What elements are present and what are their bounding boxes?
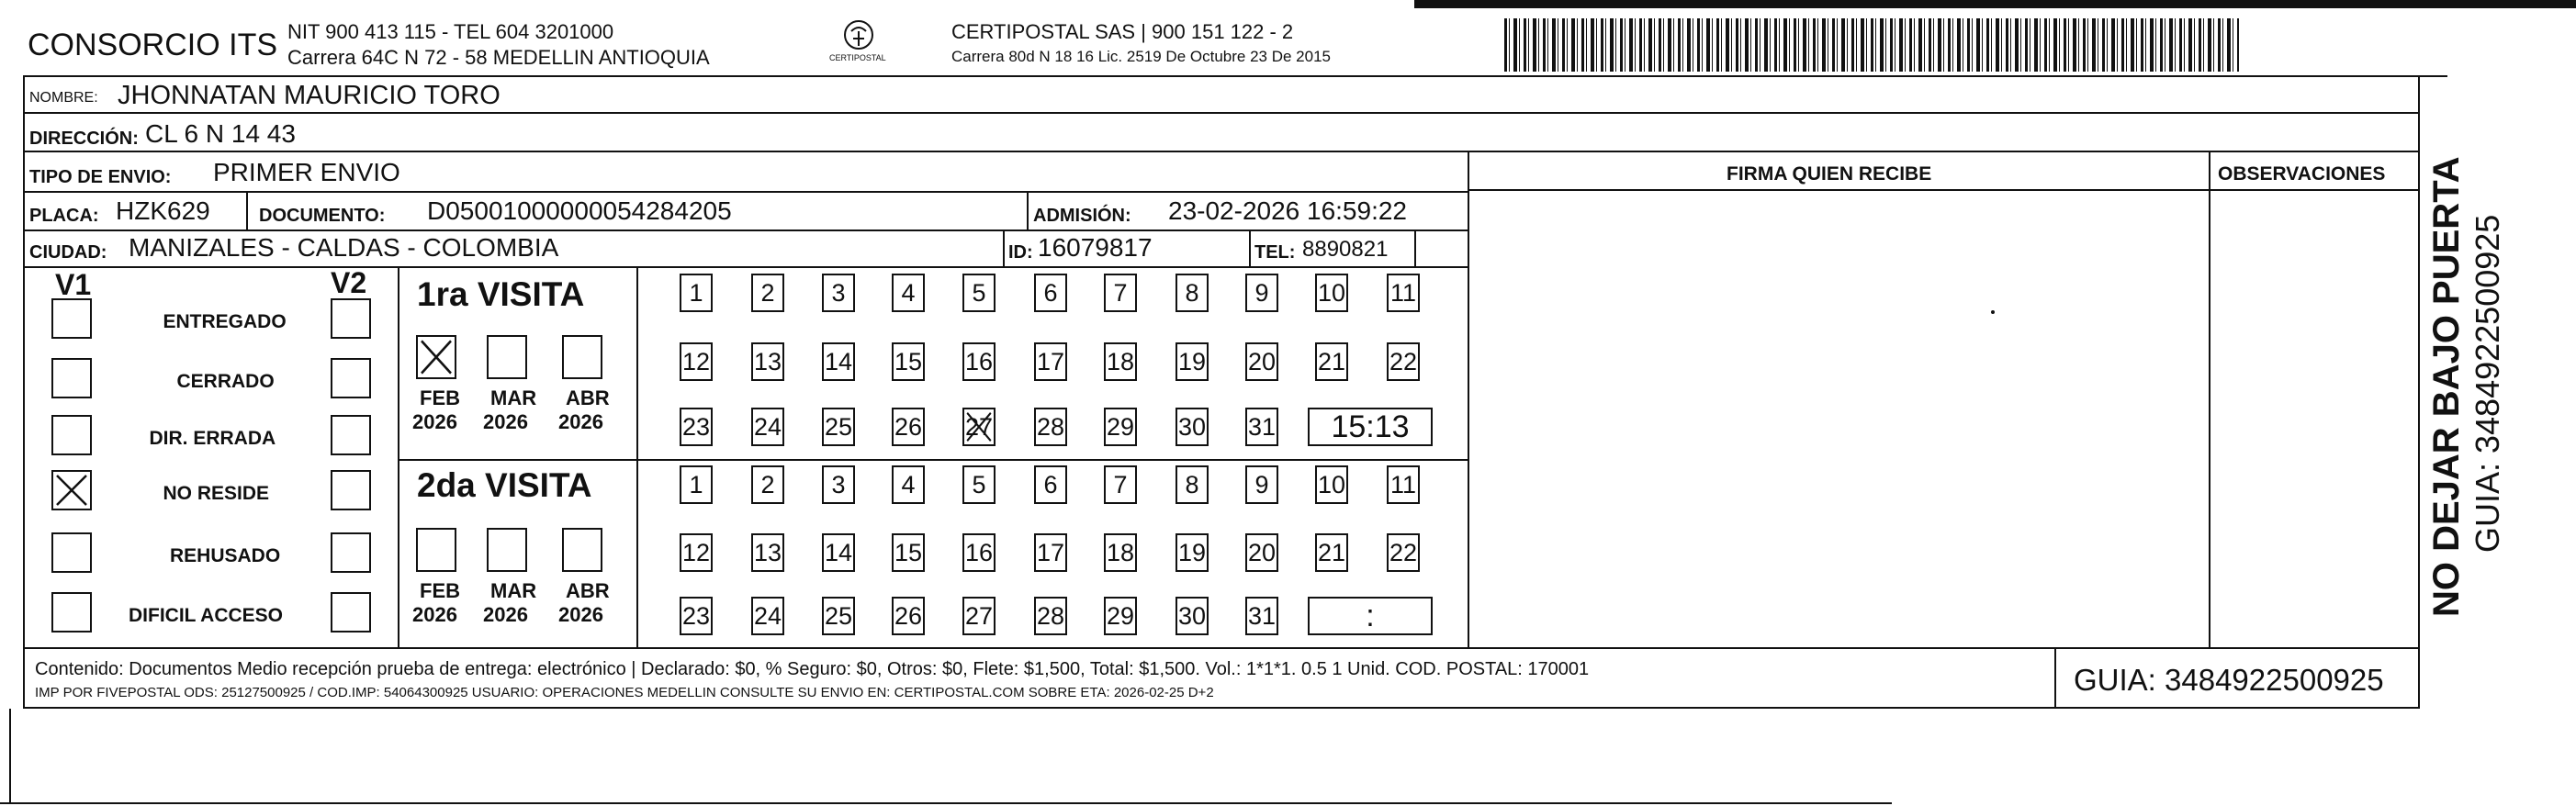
day-cell[interactable]: 11: [1387, 465, 1420, 504]
day-cell[interactable]: 8: [1176, 274, 1209, 312]
v1-checkbox[interactable]: [51, 358, 92, 398]
day-cell[interactable]: 4: [892, 274, 925, 312]
day-cell[interactable]: 17: [1034, 342, 1067, 381]
day-cell[interactable]: 14: [822, 533, 855, 572]
x-mark-icon: [53, 472, 90, 509]
day-cell[interactable]: 3: [822, 274, 855, 312]
day-cell[interactable]: 2: [751, 465, 784, 504]
status-label: DIR. ERRADA: [149, 428, 276, 449]
courier-address: Carrera 80d N 18 16 Lic. 2519 De Octubre 23 De 2015: [951, 48, 1331, 65]
v2-checkbox[interactable]: [331, 298, 371, 339]
month-checkbox-mar[interactable]: [487, 335, 527, 379]
observations-header: OBSERVACIONES: [2218, 163, 2386, 185]
send-type-label: TIPO DE ENVIO:: [29, 167, 172, 187]
day-cell[interactable]: 13: [751, 342, 784, 381]
document-label: DOCUMENTO:: [259, 206, 386, 226]
status-label: ENTREGADO: [163, 311, 287, 332]
day-cell[interactable]: 14: [822, 342, 855, 381]
day-cell[interactable]: 22: [1387, 342, 1420, 381]
day-cell[interactable]: 21: [1315, 342, 1348, 381]
v2-checkbox[interactable]: [331, 470, 371, 510]
day-cell[interactable]: 17: [1034, 533, 1067, 572]
month-checkbox-feb[interactable]: [416, 528, 456, 572]
day-cell[interactable]: 5: [962, 465, 996, 504]
time-field[interactable]: 15:13: [1308, 408, 1433, 446]
v2-header: V2: [331, 266, 367, 299]
month-name: ABR: [566, 579, 610, 602]
day-cell[interactable]: 29: [1104, 408, 1137, 446]
day-cell[interactable]: 7: [1104, 465, 1137, 504]
day-cell[interactable]: 3: [822, 465, 855, 504]
month-name: MAR: [490, 579, 537, 602]
v1-header: V1: [55, 268, 92, 301]
id-value: 16079817: [1038, 233, 1153, 262]
month-name: FEB: [420, 579, 460, 602]
month-checkbox-feb[interactable]: [416, 335, 456, 379]
day-cell[interactable]: 4: [892, 465, 925, 504]
day-cell[interactable]: 30: [1176, 408, 1209, 446]
plate-label: PLACA:: [29, 206, 99, 226]
day-cell[interactable]: 26: [892, 597, 925, 635]
day-cell[interactable]: 28: [1034, 408, 1067, 446]
v1-checkbox[interactable]: [51, 470, 92, 510]
day-cell[interactable]: 23: [680, 408, 713, 446]
v2-checkbox[interactable]: [331, 415, 371, 455]
day-cell[interactable]: 18: [1104, 533, 1137, 572]
day-cell[interactable]: 31: [1245, 597, 1278, 635]
v1-checkbox[interactable]: [51, 298, 92, 339]
status-label: NO RESIDE: [163, 483, 270, 504]
day-cell[interactable]: 6: [1034, 465, 1067, 504]
day-cell[interactable]: 24: [751, 597, 784, 635]
day-cell[interactable]: 25: [822, 408, 855, 446]
status-label: CERRADO: [176, 371, 275, 392]
company-name: CONSORCIO ITS: [28, 28, 278, 62]
day-cell[interactable]: 23: [680, 597, 713, 635]
day-cell[interactable]: 19: [1176, 533, 1209, 572]
day-cell[interactable]: 31: [1245, 408, 1278, 446]
x-mark-icon: [418, 337, 455, 377]
admission-value: 23-02-2026 16:59:22: [1168, 196, 1407, 225]
name-label: NOMBRE:: [29, 90, 98, 106]
day-cell[interactable]: 12: [680, 342, 713, 381]
month-checkbox-abr[interactable]: [562, 335, 602, 379]
day-cell[interactable]: 27: [962, 408, 996, 446]
logo-text: CERTIPOSTAL: [829, 53, 886, 62]
day-cell[interactable]: 26: [892, 408, 925, 446]
day-cell[interactable]: 9: [1245, 274, 1278, 312]
month-year: 2026: [558, 410, 603, 433]
city-value: MANIZALES - CALDAS - COLOMBIA: [129, 233, 559, 262]
day-cell[interactable]: 9: [1245, 465, 1278, 504]
day-cell[interactable]: 18: [1104, 342, 1137, 381]
side-guia: GUIA: 3484922500925: [2469, 214, 2506, 553]
month-checkbox-abr[interactable]: [562, 528, 602, 572]
month-year: 2026: [412, 410, 457, 433]
day-cell[interactable]: 22: [1387, 533, 1420, 572]
time-field[interactable]: :: [1308, 597, 1433, 635]
day-cell[interactable]: 1: [680, 465, 713, 504]
month-year: 2026: [558, 603, 603, 626]
v2-checkbox[interactable]: [331, 592, 371, 632]
day-cell[interactable]: 29: [1104, 597, 1137, 635]
stray-dot: [1991, 310, 1995, 314]
address-label: DIRECCIÓN:: [29, 129, 139, 149]
month-year: 2026: [412, 603, 457, 626]
address-value: CL 6 N 14 43: [145, 119, 296, 148]
x-mark-icon: [964, 409, 994, 444]
cut-line: [0, 802, 1892, 804]
v2-checkbox[interactable]: [331, 532, 371, 573]
month-checkbox-mar[interactable]: [487, 528, 527, 572]
v1-checkbox[interactable]: [51, 592, 92, 632]
month-name: FEB: [420, 386, 460, 409]
day-cell[interactable]: 28: [1034, 597, 1067, 635]
day-cell[interactable]: 5: [962, 274, 996, 312]
day-cell[interactable]: 13: [751, 533, 784, 572]
v2-checkbox[interactable]: [331, 358, 371, 398]
admission-label: ADMISIÓN:: [1033, 206, 1131, 226]
day-cell[interactable]: 27: [962, 597, 996, 635]
tel-value: 8890821: [1302, 237, 1389, 262]
no-bajo-puerta-warning: NO DEJAR BAJO PUERTA: [2426, 156, 2467, 617]
month-year: 2026: [483, 603, 528, 626]
month-name: ABR: [566, 386, 610, 409]
v1-checkbox[interactable]: [51, 532, 92, 573]
certipostal-logo: [831, 18, 886, 69]
city-label: CIUDAD:: [29, 242, 107, 263]
first-visit-title: 1ra VISITA: [417, 275, 585, 313]
day-cell[interactable]: 10: [1315, 274, 1348, 312]
plate-value: HZK629: [116, 196, 210, 225]
day-cell[interactable]: 6: [1034, 274, 1067, 312]
day-cell[interactable]: 20: [1245, 533, 1278, 572]
day-cell[interactable]: 11: [1387, 274, 1420, 312]
day-cell[interactable]: 30: [1176, 597, 1209, 635]
imp-line: IMP POR FIVEPOSTAL ODS: 25127500925 / COD.IMP: 54064300925 USUARIO: OPERACIONES MEDELLIN CONSULTE SU ENVIO EN: CERTIPOSTAL.COM SOBRE ETA: 2026-02-25 D+2: [35, 685, 1214, 700]
day-cell[interactable]: 2: [751, 274, 784, 312]
day-cell[interactable]: 7: [1104, 274, 1137, 312]
send-type-value: PRIMER ENVIO: [213, 158, 400, 186]
day-cell[interactable]: 24: [751, 408, 784, 446]
name-value: JHONNATAN MAURICIO TORO: [118, 81, 501, 110]
signature-header: FIRMA QUIEN RECIBE: [1727, 163, 1932, 185]
status-label: DIFICIL ACCESO: [129, 605, 284, 626]
month-name: MAR: [490, 386, 537, 409]
day-cell[interactable]: 21: [1315, 533, 1348, 572]
top-border: [1414, 0, 2576, 8]
day-cell[interactable]: 1: [680, 274, 713, 312]
status-label: REHUSADO: [170, 545, 281, 566]
id-label: ID:: [1008, 242, 1033, 263]
month-year: 2026: [483, 410, 528, 433]
content-line: Contenido: Documentos Medio recepción prueba de entrega: electrónico | Declarado: $0, % Seguro: $0, Otros: $0, Flete: $1,500, Total: $1,500. Vol.: 1*1*1. 0.5 1 Unid. COD. POSTAL: 170001: [35, 659, 1590, 679]
day-cell[interactable]: 16: [962, 342, 996, 381]
day-cell[interactable]: 20: [1245, 342, 1278, 381]
company-address: Carrera 64C N 72 - 58 MEDELLIN ANTIOQUIA: [287, 46, 710, 69]
second-visit-title: 2da VISITA: [417, 466, 592, 504]
guia-box: GUIA: 3484922500925: [2074, 663, 2384, 697]
day-cell[interactable]: 12: [680, 533, 713, 572]
day-cell[interactable]: 10: [1315, 465, 1348, 504]
courier-name: CERTIPOSTAL SAS | 900 151 122 - 2: [951, 20, 1294, 43]
company-nit: NIT 900 413 115 - TEL 604 3201000: [287, 20, 614, 43]
day-cell[interactable]: 16: [962, 533, 996, 572]
day-cell[interactable]: 15: [892, 342, 925, 381]
document-value: D05001000000054284205: [427, 196, 732, 225]
tel-label: TEL:: [1254, 242, 1296, 263]
v1-checkbox[interactable]: [51, 415, 92, 455]
barcode: [1504, 18, 2239, 72]
day-cell[interactable]: 8: [1176, 465, 1209, 504]
day-cell[interactable]: 15: [892, 533, 925, 572]
day-cell[interactable]: 25: [822, 597, 855, 635]
day-cell[interactable]: 19: [1176, 342, 1209, 381]
